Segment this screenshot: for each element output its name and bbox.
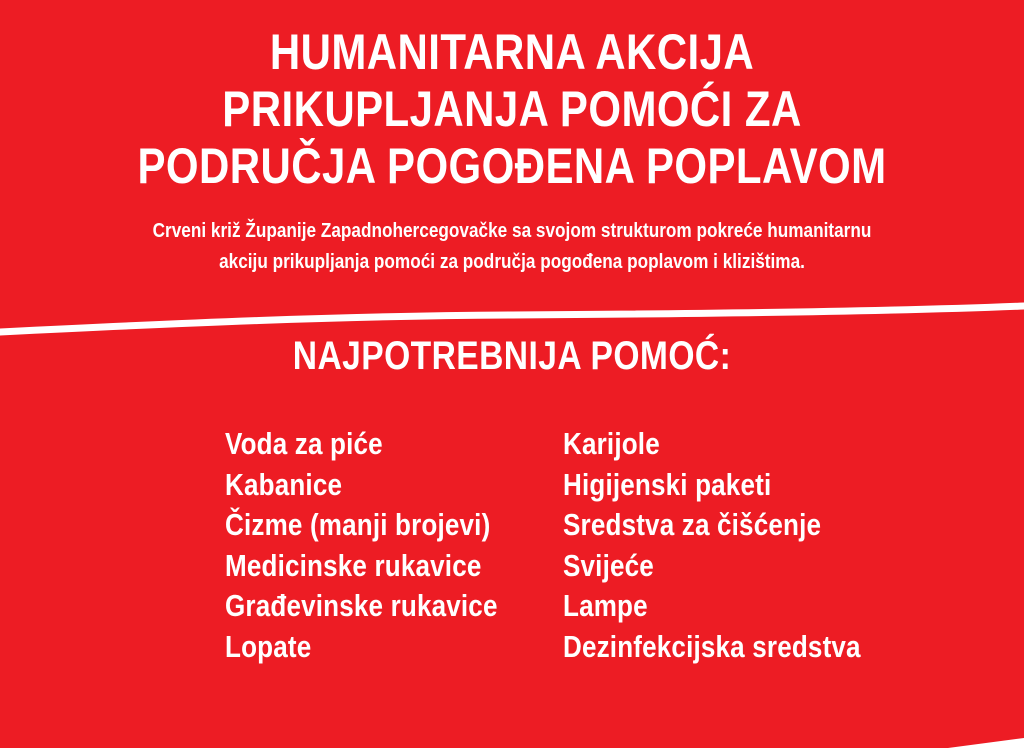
list-item: Lopate <box>225 628 312 664</box>
poster-title <box>0 24 1024 195</box>
list-item: Građevinske rukavice <box>225 588 498 623</box>
list-item: Medicinske rukavice <box>225 547 482 583</box>
list-item: Sredstva za čišćenje <box>563 507 822 542</box>
list-item: Svijeće <box>563 547 654 583</box>
list-item: Kabanice <box>225 466 343 502</box>
list-item: Čizme (manji brojevi) <box>225 507 491 542</box>
bottom-right-corner-accent <box>948 738 1024 748</box>
poster-subtitle <box>0 216 1024 278</box>
list-item: Higijenski paketi <box>563 466 772 502</box>
needs-section-heading: NAJPOTREBNIJA POMOĆ: <box>292 334 732 378</box>
list-item: Voda za piće <box>225 426 383 461</box>
poster-title-line-1: HUMANITARNA AKCIJA <box>269 24 755 80</box>
needs-list-left <box>225 424 550 667</box>
poster-subtitle-line-2: akciju prikupljanja pomoći za područja pogođena poplavom i klizištima. <box>219 251 805 273</box>
poster-title-line-2: PRIKUPLJANJA POMOĆI ZA <box>222 81 802 137</box>
list-item: Karijole <box>563 426 660 461</box>
list-item: Lampe <box>563 588 648 623</box>
poster-title-line-3: PODRUČJA POGOĐENA POPLAVOM <box>137 138 887 194</box>
poster-subtitle-line-1: Crveni križ Županije Zapadnohercegovačke sa svojom strukturom pokreće humanitarnu <box>152 220 872 242</box>
list-item: Dezinfekcijska sredstva <box>563 628 861 664</box>
needs-list-right <box>563 424 917 667</box>
